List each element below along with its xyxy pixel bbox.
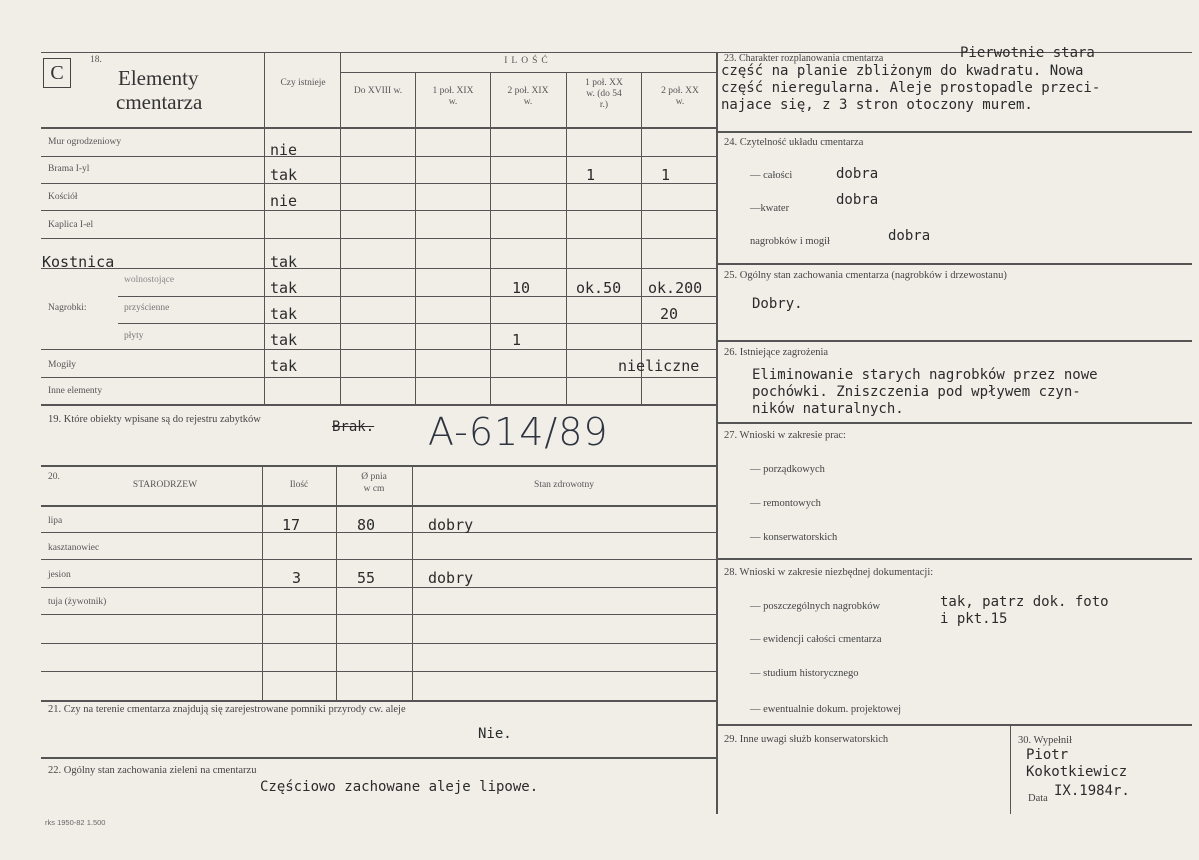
- q28-c: — studium historycznego: [750, 668, 859, 679]
- q24-bottom-line: [716, 263, 1192, 265]
- exists-mogily: tak: [270, 357, 298, 375]
- q19-struck-answer: Brak.: [332, 419, 375, 435]
- row-line-2: [41, 183, 716, 184]
- row-line-9: [41, 377, 716, 378]
- title-line1: Elementy: [118, 66, 199, 90]
- row-line-10: [41, 404, 716, 406]
- quantity-header: ILOŚĆ: [504, 56, 552, 66]
- tree-col-line-3: [412, 467, 413, 700]
- col-header-2: 1 poł. XIX w.: [432, 86, 474, 107]
- col-header-5: 2 poł. XX w.: [661, 86, 699, 107]
- trees-number: 20.: [48, 472, 60, 482]
- q27-bottom-line: [716, 558, 1192, 560]
- col-header-3: 2 poł. XIX w.: [507, 86, 549, 107]
- q28-label: 28. Wnioski w zakresie niezbędnej dokumentacji:: [724, 567, 934, 578]
- col-header-4: 1 poł. XX w. (do 54 r.): [585, 78, 623, 110]
- row-label-mur: Mur ogrodzeniowy: [48, 137, 122, 147]
- q23-label: 23. Charakter rozplanowania cmentarza: [724, 53, 884, 64]
- exists-kostnica: tak: [270, 253, 298, 271]
- q28-a-answer-2: i pkt.15: [940, 611, 1008, 627]
- q27-c: — konserwatorskich: [750, 532, 838, 543]
- q24-a-answer: dobra: [836, 166, 879, 182]
- q26-line2: pochówki. Zniszczenia pod wpływem czyn-: [752, 384, 1081, 400]
- przysc-c5: 20: [660, 305, 679, 323]
- tree-row-line-0: [41, 505, 716, 507]
- wolno-c5: ok.200: [648, 279, 703, 297]
- title-line2: cmentarza: [116, 90, 203, 114]
- tree-count: 17: [282, 516, 301, 534]
- q22-label: 22. Ogólny stan zachowania zieleni na cmentarzu: [48, 765, 257, 776]
- col-line-exists: [340, 52, 341, 404]
- q27-a: — porządkowych: [750, 464, 825, 475]
- q28-d: — ewentualnie dokum. projektowej: [750, 704, 902, 715]
- row-label-kostnica: Kostnica: [42, 253, 115, 271]
- q30-label: 30. Wypełnił: [1018, 735, 1073, 746]
- tree-name: jesion: [48, 570, 71, 580]
- q29-q30-divider: [1010, 726, 1011, 814]
- q28-a: — poszczególnych nagrobków: [750, 601, 881, 612]
- q30-name-1: Piotr: [1026, 747, 1069, 763]
- q21-bottom-line: [41, 757, 716, 759]
- tree-row-line-7: [41, 700, 716, 702]
- tree-count: 3: [292, 569, 302, 587]
- row-line-8: [41, 349, 716, 350]
- row-label-mogily: Mogiły: [48, 360, 76, 370]
- q23-line4: najace się, z 3 stron otoczony murem.: [721, 97, 1033, 113]
- tree-row-line-5: [41, 643, 716, 644]
- q24-c-answer: dobra: [888, 228, 931, 244]
- q19-bottom-line: [41, 465, 716, 467]
- tree-row-line-1: [41, 532, 716, 533]
- q19-label: 19. Które obiekty wpisane są do rejestru zabytków: [48, 414, 261, 425]
- print-code: rks 1950-82 1.500: [45, 818, 106, 827]
- brama-c4: 1: [586, 166, 596, 184]
- brama-c5: 1: [661, 166, 671, 184]
- trees-header-health: Stan zdrowotny: [534, 480, 594, 490]
- section-number: 18.: [90, 55, 102, 65]
- tree-health: dobry: [428, 569, 474, 587]
- row-label-przysc: przyścienne: [124, 303, 170, 313]
- exists-brama: tak: [270, 166, 298, 184]
- q24-b-label: —kwater: [750, 203, 790, 214]
- exists-mur: nie: [270, 141, 298, 159]
- tree-name: lipa: [48, 516, 63, 526]
- tree-name: kasztanowiec: [48, 543, 100, 553]
- q19-handwritten-register-no: A-614/89: [428, 410, 609, 454]
- row-line-6: [118, 296, 716, 297]
- q23-line1: Pierwotnie stara: [960, 45, 1095, 61]
- tree-row-line-2: [41, 559, 716, 560]
- plyty-c3: 1: [512, 331, 522, 349]
- center-divider: [716, 52, 718, 814]
- exists-przysc: tak: [270, 305, 298, 323]
- mogily-note: nieliczne: [618, 357, 700, 375]
- q28-bottom-line: [716, 724, 1192, 726]
- exists-plyty: tak: [270, 331, 298, 349]
- row-label-kosciol: Kościół: [48, 192, 78, 202]
- quantity-header-line: [340, 72, 716, 73]
- section-letter-box: C: [43, 58, 71, 88]
- trees-header-diam-1: Ø pnia: [361, 472, 387, 482]
- exists-header: Czy istnieje: [280, 78, 326, 88]
- q23-line2: część na planie zbliżonym do kwadratu. Nowa: [721, 63, 1084, 79]
- tree-name: tuja (żywotnik): [48, 597, 107, 607]
- q26-label: 26. Istniejące zagrożenia: [724, 347, 829, 358]
- tree-row-line-4: [41, 614, 716, 615]
- q21-label: 21. Czy na terenie cmentarza znajdują się zarejestrowane pomniki przyrody cw. aleje: [48, 704, 406, 715]
- q27-b: — remontowych: [750, 498, 821, 509]
- trees-header-name: STARODRZEW: [132, 480, 198, 490]
- row-line-1: [41, 156, 716, 157]
- row-line-4: [41, 238, 716, 239]
- q26-bottom-line: [716, 422, 1192, 424]
- row-line-0: [41, 127, 716, 129]
- q24-label: 24. Czytelność układu cmentarza: [724, 137, 864, 148]
- q30-date-label: Data: [1028, 793, 1048, 804]
- row-line-3: [41, 210, 716, 211]
- col-header-1: Do XVIII w.: [353, 86, 403, 96]
- tree-row-line-6: [41, 671, 716, 672]
- trees-header-diam-2: w cm: [363, 484, 385, 494]
- col-line-label: [264, 52, 265, 404]
- q23-bottom-line: [716, 131, 1192, 133]
- trees-header-count: Ilość: [289, 480, 309, 490]
- tree-health: dobry: [428, 516, 474, 534]
- q27-label: 27. Wnioski w zakresie prac:: [724, 430, 846, 441]
- q21-answer: Nie.: [478, 726, 512, 742]
- q25-label: 25. Ogólny stan zachowania cmentarza (nagrobków i drzewostanu): [724, 270, 1007, 281]
- q25-answer: Dobry.: [752, 296, 803, 312]
- exists-wolno: tak: [270, 279, 298, 297]
- tree-diam: 80: [357, 516, 376, 534]
- tree-row-line-3: [41, 587, 716, 588]
- row-line-7: [118, 323, 716, 324]
- q28-b: — ewidencji całości cmentarza: [750, 634, 882, 645]
- q24-b-answer: dobra: [836, 192, 879, 208]
- tree-col-line-2: [336, 467, 337, 700]
- q26-line3: ników naturalnych.: [752, 401, 904, 417]
- exists-kosciol: nie: [270, 192, 298, 210]
- q28-a-answer-1: tak, patrz dok. foto: [940, 594, 1109, 610]
- row-label-inne: Inne elementy: [48, 386, 103, 396]
- row-label-wolno: wolnostojące: [124, 275, 175, 285]
- wolno-c3: 10: [512, 279, 531, 297]
- tree-diam: 55: [357, 569, 376, 587]
- row-label-brama: Brama I-yl: [48, 164, 90, 174]
- q26-line1: Eliminowanie starych nagrobków przez nowe: [752, 367, 1098, 383]
- q24-c-label: nagrobków i mogił: [750, 236, 830, 247]
- q24-a-label: — całości: [750, 170, 793, 181]
- q23-line3: część nieregularna. Aleje prostopadle przeci-: [721, 80, 1101, 96]
- nagrobki-label: Nagrobki:: [48, 303, 87, 313]
- row-line-5: [41, 268, 716, 269]
- wolno-c4: ok.50: [576, 279, 622, 297]
- q30-name-2: Kokotkiewicz: [1026, 764, 1128, 780]
- q29-label: 29. Inne uwagi służb konserwatorskich: [724, 734, 889, 745]
- row-label-plyty: płyty: [124, 331, 144, 341]
- q30-date: IX.1984r.: [1054, 783, 1130, 799]
- tree-col-line-1: [262, 467, 263, 700]
- q25-bottom-line: [716, 340, 1192, 342]
- q22-answer: Częściowo zachowane aleje lipowe.: [260, 779, 539, 795]
- row-label-kaplica: Kaplica I-el: [48, 220, 94, 230]
